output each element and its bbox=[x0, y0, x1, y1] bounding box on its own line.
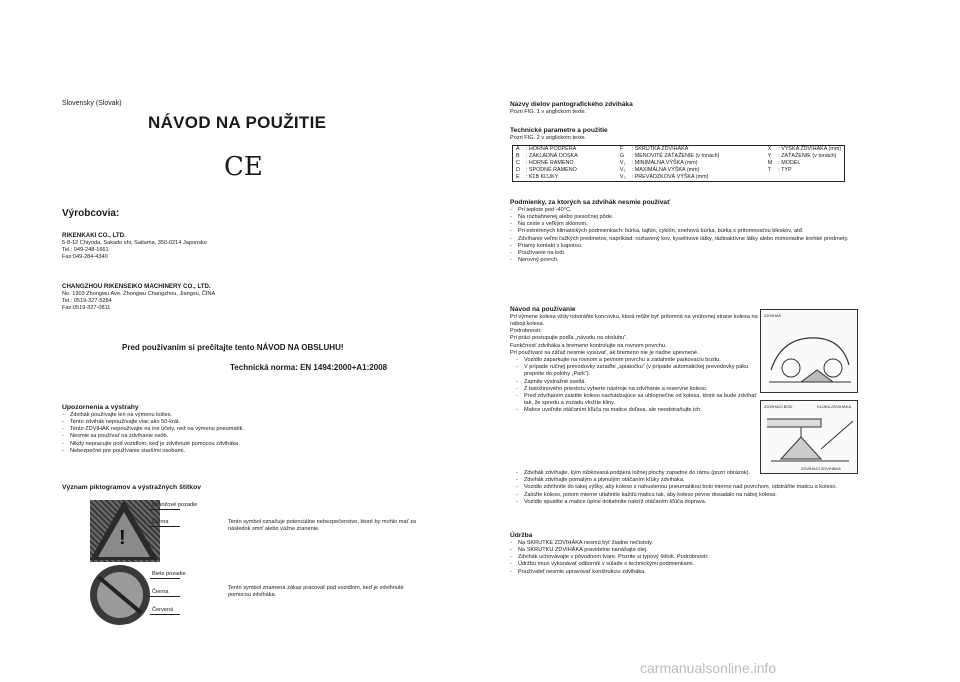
list-item: - Nebezpečné pre používanie staršími osobami. bbox=[62, 448, 382, 455]
params-section bbox=[510, 127, 860, 142]
list-item: - Tento ZDVIHÁK nepoužívajte na iné účely, než na výmenu pneumatík. bbox=[62, 426, 382, 433]
maintenance-heading: Údržba bbox=[510, 532, 533, 539]
list-item: - Vozidlo zdvíhnite do takej výšky, aby koleso s nahustenou pneumatikou bolo mierne nad povrchom, odstráňte maticu a koleso. bbox=[516, 484, 876, 491]
list-item: - Z batožinového priestoru vyberte nástroje na zdvíhanie a rezervné koleso. bbox=[516, 386, 758, 393]
manufacturer-1-fax: Fax:049-284-4340 bbox=[62, 254, 108, 261]
usage-intro-4: Funkčnosť zdviháka a bremeno kontrolujte na rovnom povrchu. bbox=[510, 342, 667, 349]
table-cell: D bbox=[516, 167, 520, 173]
table-cell: : ZÁKLADNÁ DOSKA bbox=[525, 153, 578, 159]
list-item: - Nesmie sa používať na zdvíhanie osôb. bbox=[62, 433, 382, 440]
jack-illustration-icon bbox=[761, 310, 857, 392]
table-cell: B bbox=[516, 153, 520, 159]
usage-section-cont bbox=[516, 470, 876, 506]
list-item: - Tento zdvihák nepoužívajte viac ako 50-krát. bbox=[62, 419, 382, 426]
usage-intro-1: Pri výmene kolesa vždy odstráňte koncovku, ktorá môže byť prítomná na vnútornej strane kolesa na náboji kolesa. bbox=[510, 313, 758, 327]
usage-intro-5: Pri používaní sa záťaž nesmie vysúvať, ak bremeno nie je riadne upevnené. bbox=[510, 349, 699, 356]
table-cell bbox=[765, 174, 776, 181]
figure-label: ZDVIHÁK bbox=[764, 313, 782, 318]
params-heading: Technické parametre a použitie bbox=[510, 127, 608, 134]
manufacturer-1-name: RIKENKAKI CO., LTD. bbox=[62, 232, 126, 239]
list-item: - Zdvihák zdvíhajte, kým rúbkovaná podpera ložnej plochy zapadne do rámu (pozri obrázok). bbox=[516, 470, 876, 477]
manufacturer-2-name: CHANGZHOU RIKENSEIKO MACHINERY CO., LTD. bbox=[62, 283, 211, 290]
list-item: - Zapnite výstražné svetlá. bbox=[516, 379, 758, 386]
language-label: Slovensky (Slovak) bbox=[62, 100, 122, 107]
conditions-heading: Podmienky, za ktorých sa zdvihák nesmie používať bbox=[510, 199, 671, 206]
figure-label: ZDVIHACÍ BOD bbox=[764, 404, 793, 409]
list-item: - Priamy kontakt s kapotou. bbox=[510, 243, 870, 250]
table-cell: Y bbox=[767, 153, 772, 159]
list-item: - Vozidlo spustite a matice úplne dotiahnite nakríž otáčaním kľúča doprava. bbox=[516, 499, 876, 506]
list-item: - Používateľ nesmie upravovať konštrukciu zdviháka. bbox=[510, 569, 870, 576]
jack-figure-1 bbox=[760, 309, 858, 393]
table-cell: : PREVÁDZKOVÁ VÝŠKA (mm) bbox=[631, 174, 709, 180]
maintenance-section bbox=[510, 532, 870, 576]
manufacturers-heading: Výrobcovia: bbox=[62, 208, 120, 219]
list-item: - Na rozbahnenej alebo piesočnej pôde. bbox=[510, 214, 870, 221]
list-item: - Nikdy nepracujte pod vozidlom, keď je zdvihnuté pomocou zdviháka. bbox=[62, 441, 382, 448]
warnings-section bbox=[62, 404, 382, 455]
list-item: - Nerovný povrch. bbox=[510, 257, 870, 264]
table-cell: V₂ bbox=[619, 167, 626, 173]
ce-mark: CE bbox=[224, 152, 263, 182]
sign2-description: Tento symbol znamená zákaz pracovať pod vozidlom, keď je zdvihnuté pomocou zdviháka. bbox=[228, 585, 404, 599]
parts-subtext: Pozri FIG. 1 v anglickom texte. bbox=[510, 108, 587, 115]
table-cell: T bbox=[767, 167, 771, 173]
parts-section bbox=[510, 101, 860, 116]
sign2-label-black: Čierna bbox=[152, 589, 169, 595]
table-cell: M bbox=[767, 160, 773, 166]
table-row bbox=[513, 167, 844, 174]
manufacturer-2 bbox=[62, 283, 362, 312]
list-item: - Používanie na lodi. bbox=[510, 250, 870, 257]
table-cell: : MODEL bbox=[778, 160, 801, 166]
manufacturer-2-fax: Fax:0519-327-0811 bbox=[62, 305, 111, 312]
manufacturer-2-tel: Tel.: 0519-327-5284 bbox=[62, 298, 112, 304]
usage-intro-3: Pri práci postupujte podľa „návodu na obsluhu“. bbox=[510, 335, 628, 342]
sign1-description: Tento symbol označuje potenciálne nebezpečenstvo, ktoré by mohlo mať za následok smrť alebo vážne zranenie. bbox=[228, 519, 417, 533]
jack-figure-2 bbox=[760, 400, 858, 474]
list-item: - Matice uvoľnite otáčaním kľúča na matice doľava, ale neodstraňujte ich. bbox=[516, 407, 758, 414]
table-cell: : SKRUTKA ZDVIHÁKA bbox=[631, 146, 689, 152]
manufacturer-2-address: No. 1903 Zhongwu Ave. Zhongwu Changzhou, Jiangsu, ČÍNA bbox=[62, 290, 216, 297]
table-cell: : MENOVITÉ ZAŤAŽENIE (v tonách) bbox=[631, 153, 720, 159]
parameters-table bbox=[512, 145, 845, 182]
jack-closeup-icon bbox=[761, 401, 857, 473]
list-item: - Údržbu musí vykonávať odborník v súlade s technickými podmienkami. bbox=[510, 561, 870, 568]
list-item: - Pri extrémnych klimatických podmienkach: búrka, tajfún, cyklón, snehová búrka, búrka s prítomnosťou bleskov, atď. bbox=[510, 228, 870, 235]
parts-heading: Názvy dielov pantografického zdviháka bbox=[510, 101, 633, 108]
table-cell: F bbox=[619, 146, 624, 152]
exclamation-icon: ! bbox=[119, 527, 126, 549]
table-cell: : ZAŤAŽENIE (v tonách) bbox=[778, 153, 837, 159]
list-item: - Pred zdvíhaním zaistite koleso nachádzajúce sa uhlopriečne od kolesa, ktoré sa bude zdvíhať tak, že spredu a zozadu vložíte kliny. bbox=[516, 393, 758, 407]
list-item: - Vozidlo zaparkujte na rovnom a pevnom povrchu a zatiahnite parkovaciu brzdu. bbox=[516, 357, 758, 364]
sign2-label-white: Biele pozadie bbox=[152, 571, 186, 577]
table-cell: V₁ bbox=[619, 160, 626, 166]
list-item: - V prípade ručnej prevodovky zaraďte „spiatočku“ (v prípade automatickej prevodovky páku prepnite do polohy „Park“). bbox=[516, 364, 758, 378]
manufacturer-1 bbox=[62, 232, 362, 261]
figure-label: ZDVÍHACÍ ZDVIHÁKA bbox=[801, 466, 841, 471]
table-cell: : MAXIMÁLNA VÝŠKA (mm) bbox=[631, 167, 700, 173]
list-item: - Na SKRUTKU ZDVIHÁKA pravidelne nanášajte olej. bbox=[510, 547, 870, 554]
table-row bbox=[513, 153, 844, 160]
list-item: - Zdvihák používajte len na výmenu kolies. bbox=[62, 412, 382, 419]
usage-heading: Návod na používanie bbox=[510, 306, 576, 313]
table-cell: : MINIMÁLNA VÝŠKA (mm) bbox=[631, 160, 698, 166]
table-cell: E bbox=[516, 174, 520, 180]
params-subtext: Pozri FIG. 2 v anglickom texte. bbox=[510, 134, 587, 141]
conditions-section bbox=[510, 199, 870, 264]
list-item: - Na ceste s veľkým sklonom. bbox=[510, 221, 870, 228]
table-cell: : HORNÉ RAMENO bbox=[525, 160, 574, 166]
table-cell: G bbox=[619, 153, 625, 159]
list-item: - Založte koleso, potom mierne utiahnite každú maticu tak, aby koleso pevne dosadalo na náboj kolesa. bbox=[516, 492, 876, 499]
sign1-label-orange: Oranžové pozadie bbox=[152, 502, 198, 508]
list-item: - Zdvihák zdvíhajte pomalým a plynulým otáčaním kľuky zdviháka. bbox=[516, 477, 876, 484]
list-item: - Pri teplote pod -40°C. bbox=[510, 207, 870, 214]
table-cell bbox=[775, 174, 844, 181]
watermark: carmanualsonline.info bbox=[640, 660, 777, 676]
table-cell: : TYP bbox=[778, 167, 792, 173]
table-cell: : HORNÁ PODPERA bbox=[525, 146, 577, 152]
figure-label: KĽÚKA ZDVIHÁKA bbox=[817, 404, 852, 409]
list-item: - Na SKRUTKE ZDVIHÁKA nesmú byť žiadne nečistoty. bbox=[510, 540, 870, 547]
table-row bbox=[513, 174, 844, 181]
read-notice: Pred používaním si prečítajte tento NÁVOD NA OBSLUHU! bbox=[122, 343, 344, 352]
warnings-heading: Upozornenia a výstrahy bbox=[62, 404, 139, 411]
manufacturer-1-tel: Tel.: 049-248-1661 bbox=[62, 247, 109, 253]
manufacturer-1-address: 5-8-12 Chiyoda, Sakado shi, Saitama, 350-0214 Japonsko bbox=[62, 239, 207, 246]
table-cell: : VÝŠKA ZDVIHÁKA (mm) bbox=[778, 146, 842, 152]
usage-section bbox=[510, 306, 758, 415]
table-cell: C bbox=[516, 160, 520, 166]
table-cell: : SPODNÉ RAMENO bbox=[525, 167, 577, 173]
table-cell: A bbox=[516, 146, 520, 152]
table-cell: X bbox=[767, 146, 772, 152]
table-row bbox=[513, 160, 844, 167]
list-item: - Zdvihák uchovávajte v pôvodnom tvare. Pozrite si typový štítok. Podrobnosti: bbox=[510, 554, 870, 561]
table-cell: V₃ bbox=[619, 174, 626, 180]
sign2-label-red: Červená bbox=[152, 607, 174, 613]
page-title: NÁVOD NA POUŽITIE bbox=[148, 113, 327, 132]
list-item: - Zdvíhanie veľmi ťažkých predmetov, napríklad: roztavený kov, kyselinové látky, rádioaktívne látky alebo mimoriadne krehké predmety. bbox=[510, 236, 870, 243]
table-cell: : KĽB KĽUKY bbox=[525, 174, 559, 180]
technical-norm: Technická norma: EN 1494:2000+A1:2008 bbox=[230, 363, 388, 372]
pictograms-heading: Význam piktogramov a výstražných štítkov bbox=[62, 484, 202, 491]
sign1-label-black: Čierna bbox=[152, 519, 169, 525]
usage-intro-2: Podrobnosti: bbox=[510, 328, 542, 335]
table-row bbox=[513, 146, 844, 153]
